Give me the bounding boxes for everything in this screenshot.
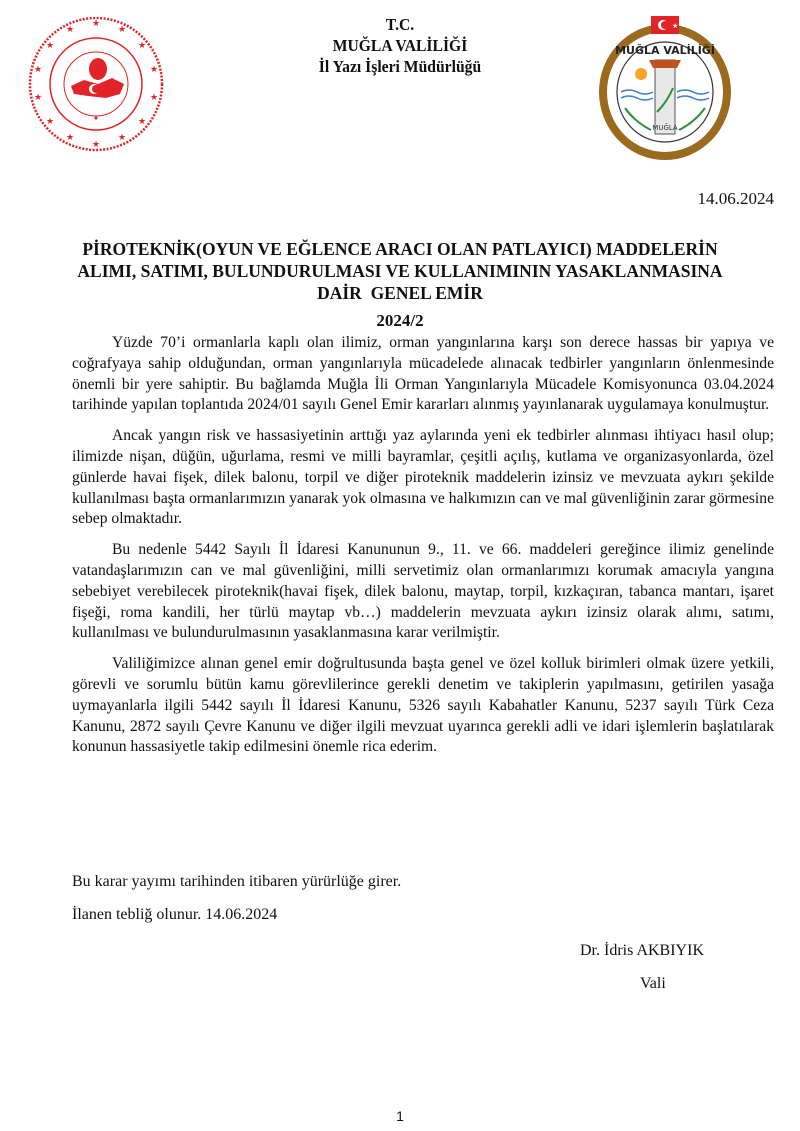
header-line-department: İl Yazı İşleri Müdürlüğü [318,57,482,76]
paragraph-4: Valiliğimizce alınan genel emir doğrultusunda başta genel ve özel kolluk birimleri olmak üzere yetkili, görevli ve sorumlu bütün kamu görevlilerince gerekli denetim ve takiplerin yapılmasını, getirilen yasağa uymayanlarla ilgili 5442 sayılı İl İdaresi Kanunu, 5326 sayılı Kabahatler Kanunu, 5237 sayılı Türk Ceza Kanunu, 2872 sayılı Çevre Kanunu ve diğer ilgili mevzuat uyarınca gerekli adli ve idari işlemlerin başlatılarak konunun hassasiyetle takip edilmesini önemle rica ederim. [72,655,774,756]
svg-text:★: ★ [117,25,127,35]
svg-text:★: ★ [137,117,147,127]
svg-text:★: ★ [149,93,159,103]
svg-text:MUĞLA: MUĞLA [652,124,678,132]
svg-text:★: ★ [45,117,55,127]
effective-statement: Bu karar yayımı tarihinden itibaren yürürlüğe girer. [72,873,402,890]
svg-text:★: ★ [117,133,127,143]
document-title [30,238,770,304]
svg-text:★: ★ [672,22,679,30]
svg-text:★: ★ [33,65,43,75]
document-header [250,14,550,77]
signatory-title: Vali [640,975,666,992]
svg-text:MUĞLA VALİLİĞİ: MUĞLA VALİLİĞİ [615,44,715,57]
paragraph-3: Bu nedenle 5442 Sayılı İl İdaresi Kanununun 9., 11. ve 66. maddeleri gereğince ilimiz genelinde vatandaşlarımızın can ve mal güvenliğini, milli servetimiz olan ormanlarımızı korumak amacıyla yangına sebebiyet verebilecek piroteknik(havai fişek, dilek balonu, maytap, torpil, kızkaçıran, tabanca mantarı, işaret fişeği, roma kandili, her türlü maytap vb…) maddelerin mevzuata aykırı izinsiz olarak alımı, satımı, kullanılması ve bulundurulmasının yasaklanmasına karar verilmiştir. [72,541,774,642]
title-line-1: PİROTEKNİK(OYUN VE EĞLENCE ARACI OLAN PATLAYICI) MADDELERİN [82,239,718,259]
title-line-2: ALIMI, SATIMI, BULUNDURULMASI VE KULLANIMININ YASAKLANMASINA [77,261,723,281]
svg-text:★: ★ [65,133,75,143]
svg-text:★: ★ [91,140,101,150]
svg-text:★: ★ [149,65,159,75]
header-line-governorship: MUĞLA VALİLİĞİ [332,36,468,55]
decree-number: 2024/2 [376,311,424,330]
mugla-governorship-logo [595,12,735,160]
header-line-tc: T.C. [385,15,415,34]
paragraph-1: Yüzde 70’i ormanlarla kaplı olan ilimiz, orman yangınlarına karşı son derece hassas bir yapıya ve coğrafyaya sahip olduğundan, orman yangınlarıyla mücadelede alınacak tedbirler yangınların önlenmesinde önemli bir yere sahiptir. Bu bağlamda Muğla İli Orman Yangınlarıyla Mücadele Komisyonunca 03.04.2024 tarihinde yapılan toplantıda 2024/01 sayılı Genel Emir kararları alınmış yayınlanarak uygulamaya konulmuştur. [72,334,774,414]
document-date: 14.06.2024 [697,189,774,208]
document-body [72,333,774,768]
paragraph-2: Ancak yangın risk ve hassasiyetinin arttığı yaz aylarında yeni ek tedbirler alınması ihtiyacı hasıl olup; ilimizde nişan, düğün, uğurlama, resmi ve milli bayramlar, çeşitli açılış, kutlama ve organizasyonlarda, özel günlerde havai fişek, dilek balonu, torpil ve diğer piroteknik maddelerin izinsiz ve mevzuata aykırı şekilde kullanılması başta ormanlarımızın yanarak yok olmasına ve halkımızın can ve mal güvenliğinin zarar görmesine sebep olmaktadır. [72,427,774,528]
title-line-3: DAİR GENEL EMİR [317,283,483,303]
svg-text:★: ★ [45,41,55,51]
signatory-name: Dr. İdris AKBIYIK [580,942,704,959]
svg-text:★: ★ [65,25,75,35]
svg-text:★: ★ [137,41,147,51]
svg-text:★: ★ [91,19,101,29]
interior-ministry-seal-logo [26,14,166,154]
svg-text:★: ★ [33,93,43,103]
page-number: 1 [396,1108,404,1124]
announcement-statement: İlanen tebliğ olunur. 14.06.2024 [72,906,278,923]
